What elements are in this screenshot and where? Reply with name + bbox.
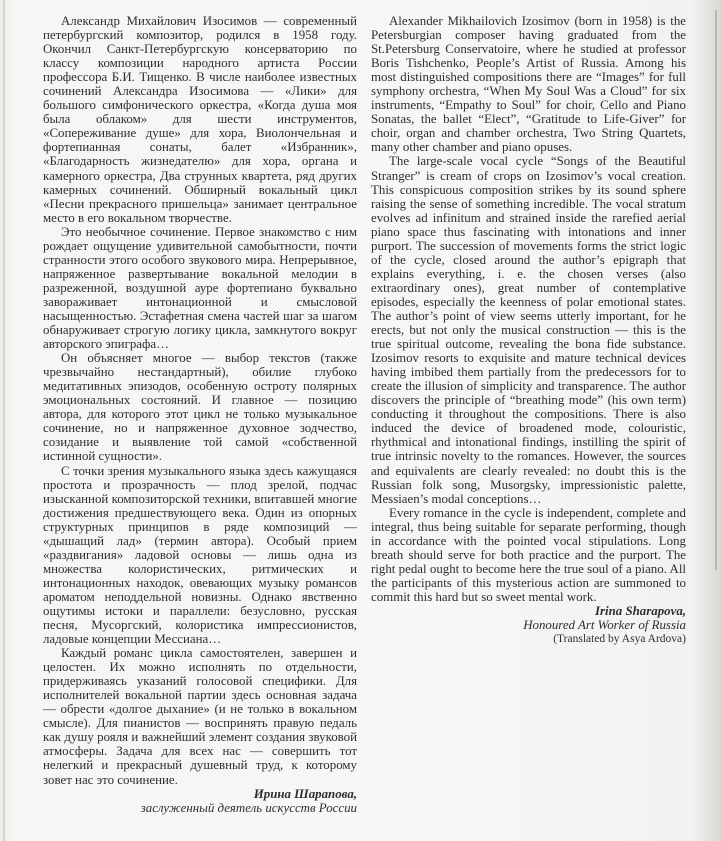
en-paragraph-1: Alexander Mikhailovich Izosimov (born in 1958) is the Petersburgian composer having graduated from the St.Petersburg Conservatoire, where he studied at professor Boris Tishchenko, People’s Artist of Russia. Among his most distinguished compositions there are “Images” for full symphony orchestra, “When My Soul Was a Cloud” for six instruments, “Empathy to Soul” for choir, Cello and Piano Sonatas, the ballet “Elect”, “Gratitude to Life-Giver” for choir, organ and chamber orchestra, Two String Quartets, many other chamber and piano opuses. — [371, 14, 686, 155]
en-signature-title: Honoured Art Worker of Russia — [523, 618, 686, 633]
translator-credit: (Translated by Asya Ardova) — [553, 633, 686, 646]
en-paragraph-2: The large-scale vocal cycle “Songs of the Beautiful Stranger” is cream of crops on Izosimov’s vocal creation. This conspicuous composition strikes by its sound sphere raising the sense of something incredible. The vocal stratum evolves ad infinitum and strained inside the rarefied aerial piano space thus fascinating with intonations and inner purport. The succession of movements forms the strict logic of the cycle, closed around the author’s epigraph that explains everything, i. e. the chosen verses (also extraordinary ones), great number of contemplative episodes, especially the keenness of polar emotional states. The author’s point of view seems utterly important, for he erects, but not only the musical construction — this is the true spiritual outcome, revealing the bona fide substance. Izosimov resorts to exquisite and mature technical devices having imbibed them partially from the predecessors for to create the illusion of simplicity and transparence. The author discovers the principle of “breathing mode” (his own term) conducting it throughout the compositions. There is also induced the device of broadened mode, colouristic, rhythmical and intonational findings, instilling the spirit of true intrinsic novelty to the romances. However, the sources and equivalents are clearly revealed: no doubt this is the Russian folk song, Musorgsky, impressionistic palette, Messiaen’s modal conceptions… — [371, 154, 686, 506]
ru-paragraph-2: Это необычное сочинение. Первое знакомство с ним рождает ощущение удивительной самобытности, почти странности этого особого звукового мира. Непрерывное, напряженное развертывание вокальной мелодии в разреженной, воздушной ауре фортепиано буквально завораживает интонационной и смысловой насыщенностью. Эстафетная смена частей шаг за шагом обнаруживает строгую логику цикла, замкнутого вокруг авторского эпиграфа… — [43, 224, 357, 352]
ru-signature-name: Ирина Шарапова, — [253, 786, 357, 801]
page-edge-right — [715, 10, 717, 570]
ru-paragraph-4: С точки зрения музыкального языка здесь кажущаяся простота и прозрачность — плод зрелой, подчас изысканной композиторской техники, впитавшей многие достижения предшествующего века. Один из опорных структурных принципов в ряде композиций — «дышащий лад» (термин автора). Особый прием «раздвигания» ладовой основы — лишь одна из множества колористических, ритмических и интонационных находок, овевающих музыку романсов ароматом неподдельной новизны. Однако явственно ощутимы истоки и параллели: безусловно, русская песня, Мусоргский, колористика импрессионистов, ладовые концепции Мессиана… — [43, 463, 357, 647]
page-edge-left — [3, 0, 5, 841]
ru-signature-title: заслуженный деятель искусств России — [140, 800, 357, 815]
en-signature-name: Irina Sharapova, — [595, 603, 686, 618]
ru-paragraph-1: Александр Михайлович Изосимов — современный петербургский композитор, родился в 1958 году. Окончил Санкт-Петербургскую консерваторию по классу композиции народного артиста России профессора Б.И. Тищенко. В числе наиболее известных сочинений Александра Изосимова — «Лики» для большого симфонического оркестра, «Когда душа моя была облаком» для шести инструментов, «Сопереживание душе» для хора, Виолончельная и фортепианная сонаты, балет «Избранник», «Благодарность жизнедателю» для хора, органа и камерного оркестра, Два струнных квартета, ряд других камерных сочинений. Обширный вокальный цикл «Песни прекрасного пришельца» занимает центральное место в его вокальном творчестве. — [43, 14, 357, 225]
ru-paragraph-3: Он объясняет многое — выбор текстов (также чрезвычайно нестандартный), обилие глубоко медитативных эпизодов, особенную остроту полярных эмоциональных состояний. И главное — позицию автора, для которого этот цикл не только музыкальное сочинение, но и напряженное духовное зодчество, созидание и выявление той самой «собственной истинной сущности». — [43, 351, 357, 464]
russian-column — [43, 14, 357, 815]
ru-paragraph-5: Каждый романс цикла самостоятелен, завершен и целостен. Их можно исполнять по отдельности, придерживаясь указаний голосовой специфики. Для исполнителей вокальной партии здесь основная задача — обрести «долгое дыхание» (и не только в вокальном смысле). Для пианистов — воспринять правую педаль как душу рояля и важнейший элемент создания звуковой атмосферы. Задача для всех нас — совершить тот нелегкий и прекрасный душевный труд, к которому зовет нас это сочинение. — [43, 646, 357, 787]
english-column — [371, 14, 686, 646]
en-paragraph-3: Every romance in the cycle is independent, complete and integral, thus being suitable for separate performing, though in accordance with the pointed vocal stipulations. Long breath should serve for both practice and the purport. The right pedal ought to become here the true soul of a piano. All the participants of this mysterious action are summoned to commit this hard but so sweet mental work. — [371, 505, 686, 604]
